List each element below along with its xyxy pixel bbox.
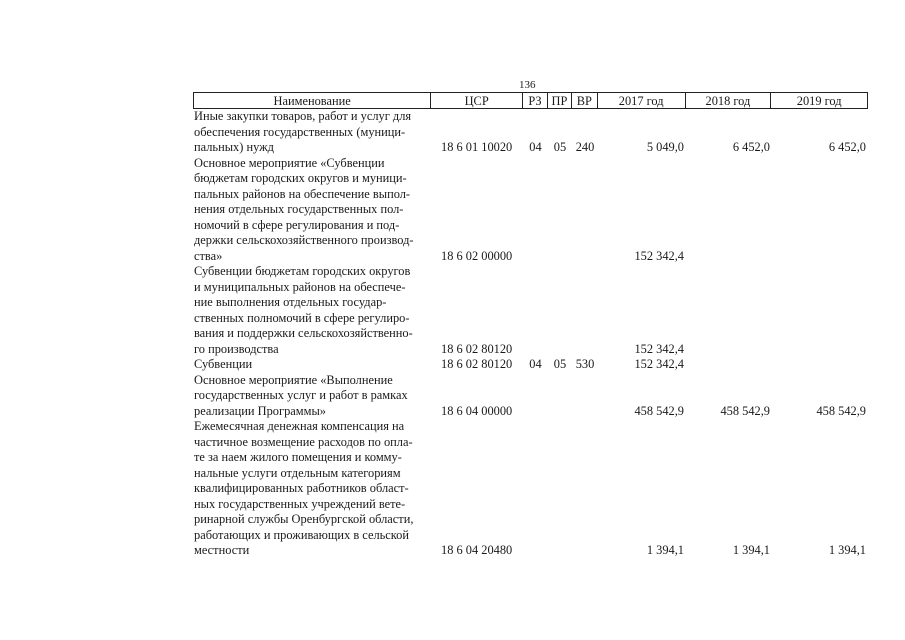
cell-name-line: ние выполнения отдельных государ-: [194, 295, 387, 309]
page-number: 136: [519, 79, 536, 91]
cell-name-line: пальных районов на обеспечение выпол-: [194, 186, 411, 201]
cell-name-line: Иные закупки товаров, работ и услуг для: [194, 109, 412, 123]
cell-2019: 1 394,1: [828, 543, 866, 557]
cell-2017: 5 049,0: [646, 140, 684, 154]
cell-vr: 240: [575, 140, 595, 154]
cell-name-line: частичное возмещение расходов по опла-: [194, 434, 413, 449]
cell-2018: 6 452,0: [732, 140, 770, 154]
table-header: [193, 92, 868, 109]
cell-name-line: ных государственных учреждений вете-: [194, 496, 406, 511]
cell-name: [193, 419, 431, 559]
cell-name-line: местности: [194, 543, 250, 557]
cell-name-line: Субвенции: [194, 357, 253, 371]
cell-name-line: номочий в сфере регулирования и под-: [194, 217, 400, 232]
cell-name-line: бюджетам городских округов и муници-: [194, 171, 407, 185]
cell-name-line: ства»: [194, 248, 223, 263]
cell-name-line: Ежемесячная денежная компенсация на: [194, 419, 405, 433]
cell-name-line: держки сельскохозяйственного производ-: [194, 233, 414, 247]
cell-2019: 6 452,0: [828, 140, 866, 154]
cell-rz: 04: [529, 357, 542, 371]
header-name: Наименование: [194, 93, 431, 108]
cell-csr: 18 6 02 80120: [441, 341, 513, 356]
cell-2017: 152 342,4: [634, 341, 684, 356]
cell-csr: 18 6 01 10020: [441, 140, 513, 154]
table-body: [193, 109, 868, 559]
header-vr: ВР: [572, 93, 598, 108]
cell-name-line: нальные услуги отдельным категориям: [194, 465, 401, 480]
cell-name-line: ственных полномочий в сфере регулиро-: [194, 310, 410, 325]
header-2017: 2017 год: [598, 93, 686, 108]
cell-2017: 152 342,4: [634, 357, 684, 371]
cell-name-line: Основное мероприятие «Выполнение: [194, 372, 393, 387]
cell-csr: 18 6 02 00000: [441, 248, 513, 263]
cell-name: [193, 264, 431, 357]
cell-name-line: нения отдельных государственных пол-: [194, 202, 404, 216]
cell-csr: 18 6 04 00000: [441, 403, 513, 418]
cell-name-line: государственных услуг и работ в рамках: [194, 388, 408, 402]
budget-table: [193, 92, 868, 559]
header-pr: ПР: [548, 93, 572, 108]
cell-name-line: реализации Программы»: [194, 403, 326, 418]
cell-name-line: Субвенции бюджетам городских округов: [194, 264, 411, 278]
cell-2017: 152 342,4: [634, 248, 684, 263]
cell-name: [193, 109, 431, 156]
cell-name-line: пальных) нужд: [194, 140, 274, 154]
cell-name-line: Основное мероприятие «Субвенции: [194, 155, 385, 170]
cell-name-line: работающих и проживающих в сельской: [194, 527, 410, 542]
cell-2018: 458 542,9: [720, 403, 770, 418]
table-row: [193, 373, 868, 420]
table-row: [193, 419, 868, 559]
cell-2018: 1 394,1: [732, 543, 770, 557]
cell-rz: 04: [529, 140, 542, 154]
cell-name-line: ринарной службы Оренбургской области,: [194, 512, 414, 526]
cell-pr: 05: [553, 357, 567, 371]
cell-pr: 05: [553, 140, 567, 154]
cell-csr: 18 6 02 80120: [441, 357, 513, 371]
table-row: [193, 109, 868, 156]
cell-name: [193, 373, 431, 420]
cell-name: [193, 156, 431, 265]
table-row: [193, 264, 868, 357]
table-row: [193, 357, 868, 373]
cell-name-line: те за наем жилого помещения и комму-: [194, 450, 402, 464]
table-row: [193, 156, 868, 265]
cell-name-line: и муниципальных районов на обеспече-: [194, 279, 406, 294]
header-rz: РЗ: [523, 93, 548, 108]
cell-csr: 18 6 04 20480: [441, 543, 513, 557]
cell-name-line: вания и поддержки сельскохозяйственно-: [194, 326, 413, 340]
header-csr: ЦСР: [431, 93, 523, 108]
header-2019: 2019 год: [796, 94, 842, 108]
cell-name-line: го производства: [194, 341, 279, 356]
cell-2017: 458 542,9: [634, 403, 684, 418]
cell-name: [193, 357, 431, 373]
header-2018: 2018 год: [686, 93, 772, 108]
cell-2019: 458 542,9: [816, 403, 866, 418]
cell-name-line: квалифицированных работников област-: [194, 481, 409, 495]
cell-2017: 1 394,1: [646, 543, 684, 557]
cell-name-line: обеспечения государственных (муници-: [194, 124, 406, 139]
cell-vr: 530: [575, 357, 595, 371]
